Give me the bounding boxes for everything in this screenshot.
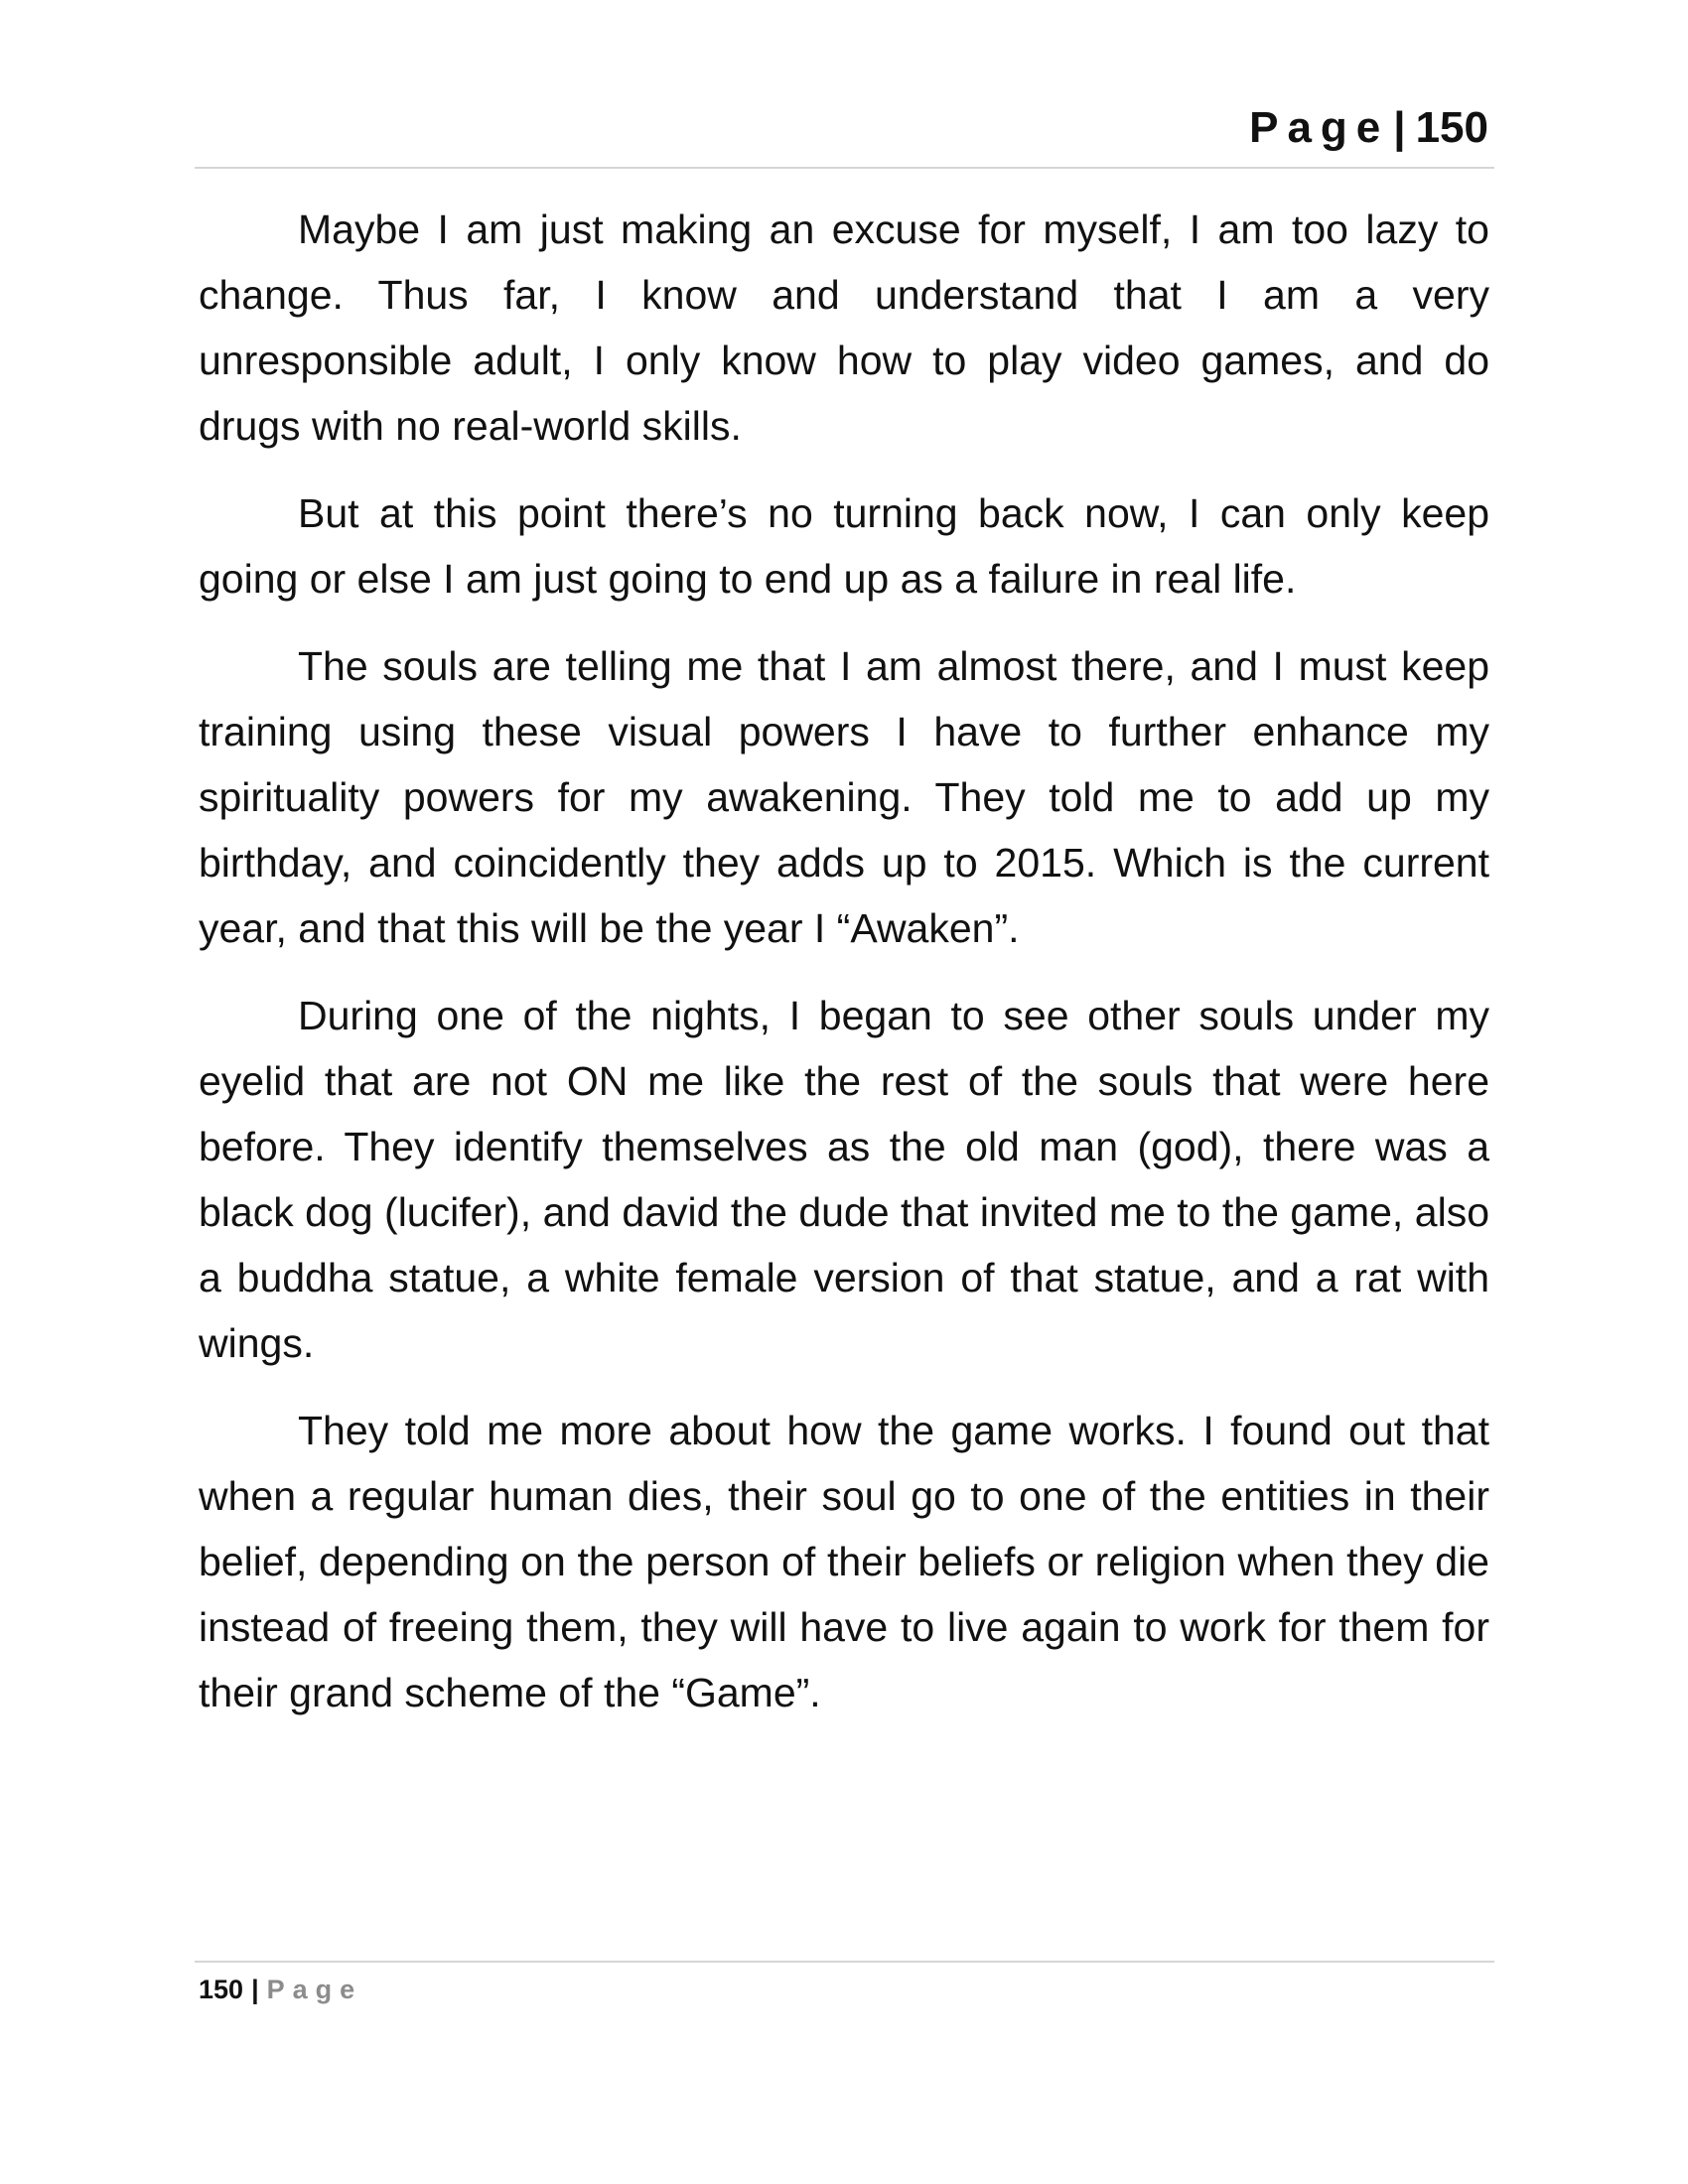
footer-page-label [199, 1973, 362, 2006]
paragraph: During one of the nights, I began to see other souls under my eyelid that are not ON me like the rest of the souls that were here before. They identify themselves as the old man (god), there was a black dog (lucifer), and david the dude that invited me to the game, also a buddha statue, a white female version of that statue, and a rat with wings. [199, 993, 1489, 1366]
body-text [199, 197, 1489, 1747]
paragraph: But at this point there’s no turning back now, I can only keep going or else I am just going to end up as a failure in real life. [199, 490, 1489, 602]
footer-page-number: 150 [199, 1975, 244, 2004]
paragraph: They told me more about how the game works. I found out that when a regular human dies, their soul go to one of the entities in their belief, depending on the person of their beliefs or religion when they die instead of freeing them, they will have to live again to work for them for their grand scheme of the “Game”. [199, 1408, 1489, 1715]
header-page-label [1249, 103, 1488, 153]
page-footer [195, 1961, 1494, 2004]
footer-separator: | [251, 1975, 259, 2004]
paragraph: Maybe I am just making an excuse for myself, I am too lazy to change. Thus far, I know and understand that I am a very unresponsible adult, I only know how to play video games, and do drugs with no real-world skills. [199, 206, 1489, 449]
header-page-word: Page [1249, 103, 1390, 152]
header-separator: | [1393, 103, 1406, 152]
paragraph: The souls are telling me that I am almost there, and I must keep training using these visual powers I have to further enhance my spirituality powers for my awakening. They told me to add up my birthday, and coincidently they adds up to 2015. Which is the current year, and that this will be the year I “Awaken”. [199, 643, 1489, 951]
page-header [195, 99, 1494, 169]
footer-page-word: Page [266, 1975, 363, 2004]
header-page-number: 150 [1415, 103, 1488, 152]
